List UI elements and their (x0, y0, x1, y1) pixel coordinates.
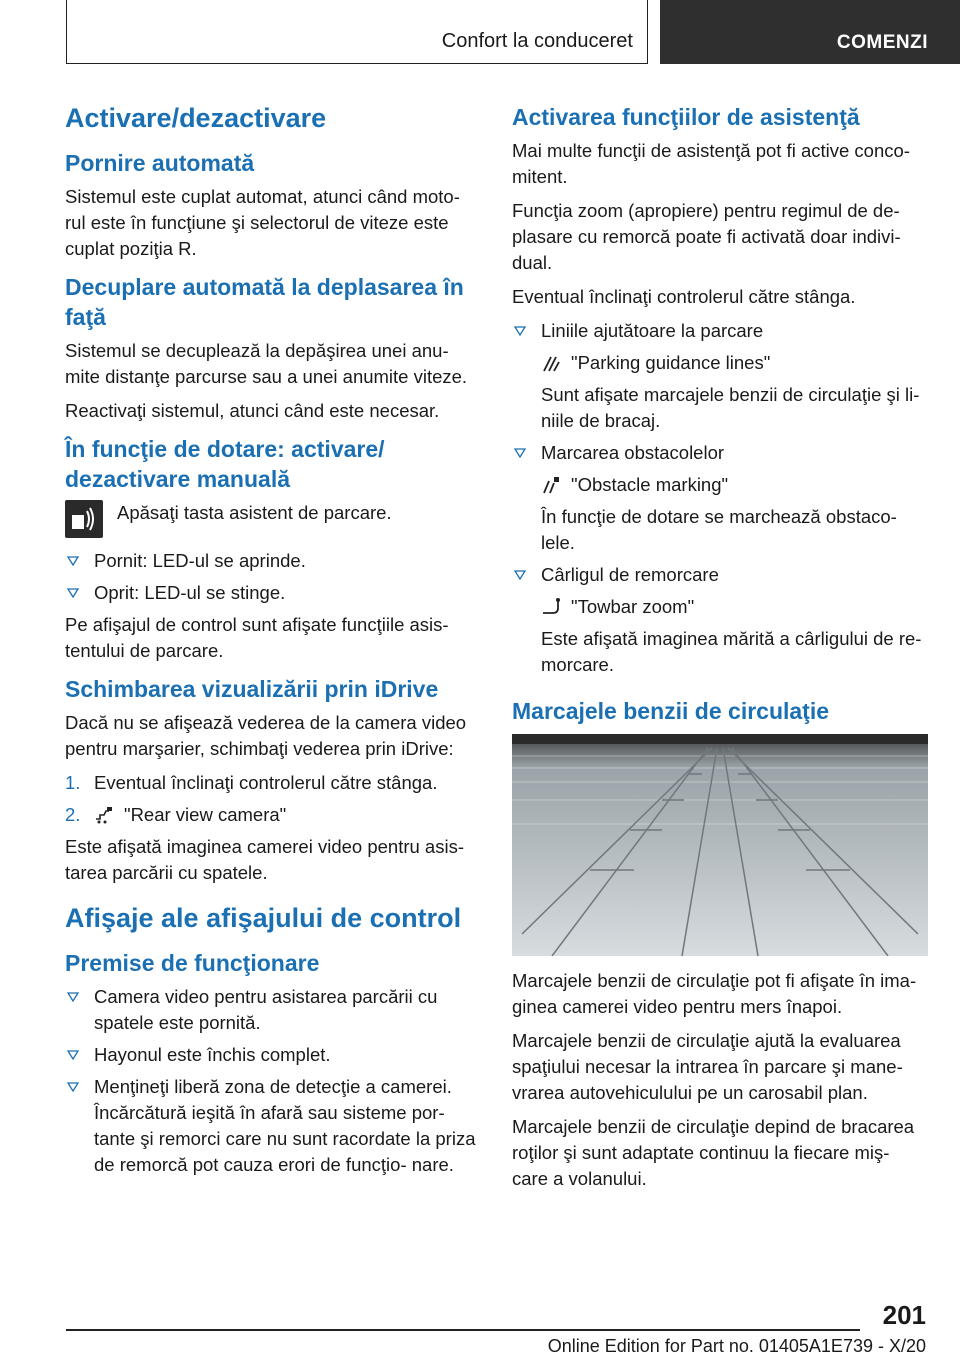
triangle-bullet-icon (67, 1082, 79, 1092)
section-title-activation: Activare/dezactivare (65, 103, 327, 133)
paragraph-lane-markings-steering: Marcajele benzii de circulaţie depind de bracarea roţilor şi sunt adaptate continuu la fiecare miş- care a volanului. (512, 1116, 915, 1189)
triangle-bullet-icon (67, 1050, 79, 1060)
parking-button-text: Apăsaţi tasta asistent de parcare. (117, 502, 392, 523)
heading-auto-start: Pornire automată (65, 150, 255, 176)
paragraph-auto-disengage: Sistemul se decuplează la depăşirea unei anu- mite distanţe parcurse sau a unei anumite viteze. (65, 340, 468, 387)
triangle-bullet-icon (514, 448, 526, 458)
header-chapter-box (660, 0, 960, 64)
list-item: Camera video pentru asistarea parcării cu spatele este pornită. (65, 984, 477, 1036)
towbar-zoom-icon (541, 597, 561, 617)
footer-edition: Online Edition for Part no. 01405A1E739 - X/20 (547, 1336, 926, 1356)
paragraph-display-functions: Pe afişajul de control sunt afişate funcţiile asis- tentului de parcare. (65, 614, 449, 661)
prerequisites-list (65, 984, 477, 1178)
heading-idrive-view: Schimbarea vizualizării prin iDrive (65, 676, 439, 702)
rear-camera-icon (94, 805, 114, 825)
triangle-bullet-icon (67, 992, 79, 1002)
heading-lane-markings: Marcajele benzii de circulaţie (512, 698, 830, 724)
header-chapter-title: COMENZI (836, 32, 928, 53)
list-item: 2. "Rear view camera" (65, 804, 287, 825)
paragraph-tilt-controller: Eventual înclinaţi controlerul către stânga. (512, 286, 856, 307)
paragraph-reactivate: Reactivaţi sistemul, atunci când este necesar. (65, 400, 440, 421)
triangle-bullet-icon (514, 326, 526, 336)
parking-button-row (65, 500, 477, 538)
paragraph-lane-markings-shown: Marcajele benzii de circulaţie pot fi afişate în ima- ginea camerei video pentru mers înapoi. (512, 970, 917, 1017)
list-item: Liniile ajutătoare la parcare "Parking guidance lines" Sunt afişate marcajele benzii de circulaţie şi li- niile de bracaj. (512, 318, 928, 434)
paragraph-concurrent-functions: Mai multe funcţii de asistenţă pot fi active conco- mitent. (512, 140, 910, 187)
heading-auto-disengage: Decuplare automată la deplasarea în faţă (65, 274, 464, 330)
idrive-steps-list (65, 770, 477, 828)
list-item: Oprit: LED-ul se stinge. (65, 580, 477, 606)
list-item: Hayonul este închis complet. (65, 1042, 477, 1068)
footer-divider (66, 1329, 860, 1331)
parking-assist-button-icon (65, 500, 103, 538)
lane-markings-camera-image (512, 734, 928, 956)
list-item: Pornit: LED-ul se aprinde. (65, 548, 477, 574)
heading-assist-functions: Activarea funcţiilor de asistenţă (512, 104, 860, 130)
paragraph-idrive-view: Dacă nu se afişează vederea de la camera video pentru marşarier, schimbaţi vederea prin iDrive: (65, 712, 467, 759)
paragraph-rear-camera-shown: Este afişată imaginea camerei video pentru asis- tarea parcării cu spatele. (65, 836, 464, 883)
assist-functions-list (512, 318, 928, 678)
section-title-control-display: Afişaje ale afişajului de control (65, 903, 462, 933)
right-column (512, 100, 928, 1200)
list-item: Cârligul de remorcare "Towbar zoom" Este afişată imaginea mărită a cârligului de re- morcare. (512, 562, 928, 678)
page-number: 201 (882, 1300, 926, 1330)
header-section-box (66, 0, 648, 64)
left-column (65, 100, 477, 1184)
header-section-title: Confort la conduceret (441, 30, 633, 52)
obstacle-marking-icon (541, 475, 561, 495)
list-item: Menţineţi liberă zona de detecţie a camerei. Încărcătură ieşită în afară sau sisteme por- tante şi remorci care nu sunt racordate la priza de remorcă pot cauza erori de funcţio- nare. (65, 1074, 477, 1178)
list-item: 1. Eventual înclinaţi controlerul către stânga. (65, 772, 438, 793)
paragraph-lane-markings-help: Marcajele benzii de circulaţie ajută la evaluarea spaţiului necesar la intrarea în parcare şi mane- vrarea autovehiculului pe un carosabil plan. (512, 1030, 903, 1103)
list-item: Marcarea obstacolelor "Obstacle marking" În funcţie de dotare se marchează obstaco- lele. (512, 440, 928, 556)
paragraph-auto-start: Sistemul este cuplat automat, atunci când moto- rul este în funcţiune şi selectorul de viteze este cuplat poziţia R. (65, 186, 460, 259)
triangle-bullet-icon (67, 588, 79, 598)
triangle-bullet-icon (67, 556, 79, 566)
heading-prerequisites: Premise de funcţionare (65, 950, 320, 976)
led-status-list (65, 548, 477, 606)
paragraph-zoom-trailer: Funcţia zoom (apropiere) pentru regimul de de- plasare cu remorcă poate fi activată doar indivi- dual. (512, 200, 901, 273)
heading-manual-activation: În funcţie de dotare: activare/ dezactivare manuală (65, 436, 385, 492)
triangle-bullet-icon (514, 570, 526, 580)
parking-lines-icon (541, 353, 561, 373)
